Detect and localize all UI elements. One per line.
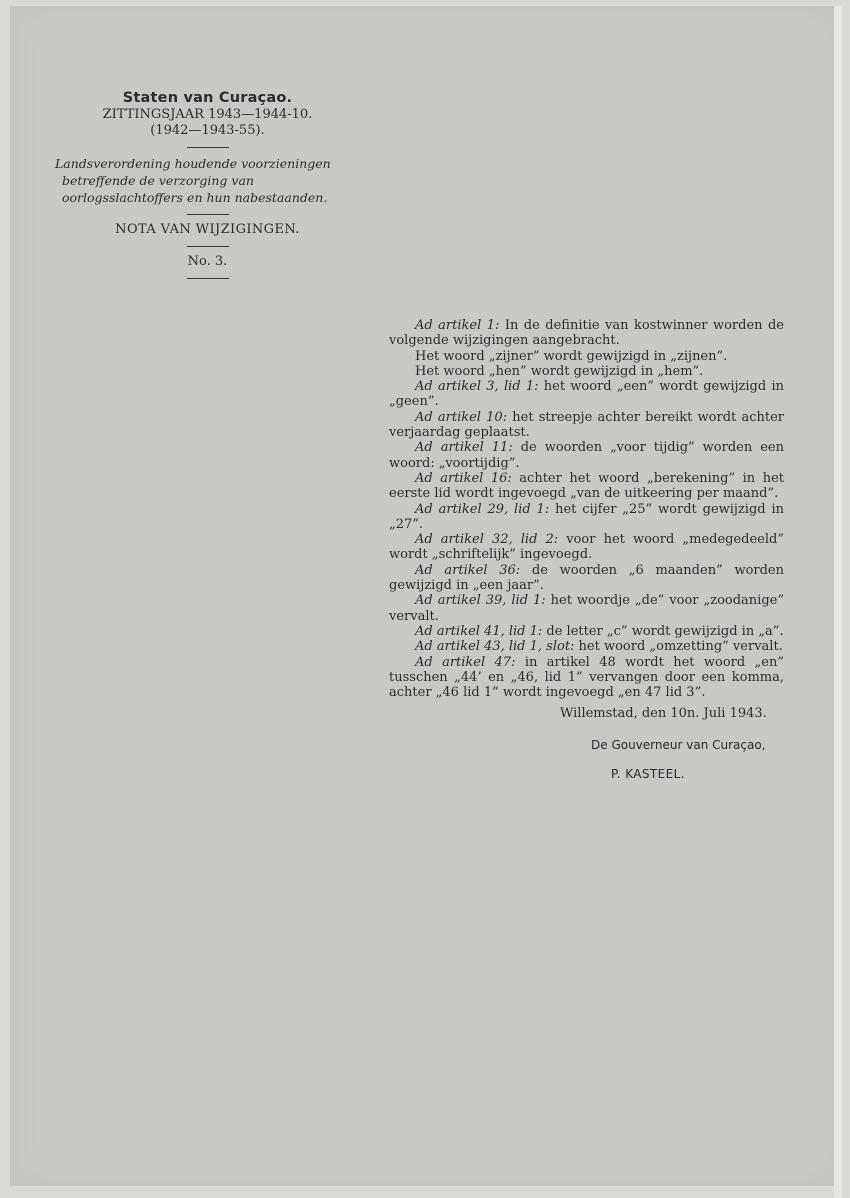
article-ref: Ad artikel 11: [415,440,513,456]
signatory-name: P. KASTEEL. [611,767,685,781]
amendment-paragraph [389,364,784,379]
article-ref: Ad artikel 29, lid 1: [415,501,550,517]
amendments-body [389,318,784,700]
assembly-name: Staten van Curaçao. [122,90,293,106]
amendment-paragraph [389,349,784,364]
divider [187,246,229,247]
page-edge [834,6,842,1198]
amendment-text: het woordje „de” voor „zoodanige” vervalt. [389,593,785,624]
amendment-text: het woord „omzetting” vervalt. [574,639,783,655]
session-year: ZITTINGSJAAR 1943—1944-10. [102,107,313,122]
amendment-text: Het woord „zijner” wordt gewijzigd in „zijnen”. [415,348,728,364]
amendment-paragraph [389,471,784,502]
divider [187,147,229,148]
amendment-text: voor het woord „medegedeeld” wordt „schriftelijk” ingevoegd. [389,532,784,563]
amendment-paragraph [389,502,784,533]
article-ref: Ad artikel 43, lid 1, slot: [415,639,575,655]
document-header [55,90,360,286]
article-ref: Ad artikel 36: [415,562,521,578]
article-ref: Ad artikel 41, lid 1: [415,623,543,639]
amendment-paragraph [389,440,784,471]
amendment-text: in artikel 48 wordt het woord „en” tusschen „44’ en „46, lid 1” vervangen door een komma, achter „46 lid 1” wordt ingevoegd „en 47 lid 3”. [389,654,784,701]
document-number: No. 3. [187,254,228,269]
amendment-paragraph [389,639,784,654]
article-ref: Ad artikel 3, lid 1: [415,379,539,395]
amendment-paragraph [389,655,784,701]
amendment-text: het streepje achter bereikt wordt achter verjaardag geplaatst. [389,409,784,441]
article-ref: Ad artikel 16: [415,470,512,486]
previous-number: (1942—1943-55). [150,123,265,138]
article-ref: Ad artikel 39, lid 1: [415,593,546,609]
article-ref: Ad artikel 1: [415,318,500,333]
governor-title: De Gouverneur van Curaçao, [591,738,766,752]
amendment-text: de woorden „voor tijdig” worden een woord: „voortijdig”. [389,440,784,471]
subject-title: Landsverordening houdende voorzieningen betreffende de verzorging van oorlogsslachtoffers en hun nabestaanden. [55,156,331,205]
amendment-paragraph [389,532,784,563]
amendment-text: Het woord „hen” wordt gewijzigd in „hem”. [415,363,704,379]
amendment-text: de letter „c” wordt gewijzigd in „a”. [542,623,784,639]
amendment-paragraph [389,379,784,410]
amendment-paragraph [389,624,784,639]
amendment-text: In de definitie van kostwinner worden de volgende wijzigingen aangebracht. [389,318,785,349]
amendment-text: het woord „een” wordt gewijzigd in „geen”. [389,379,784,410]
article-ref: Ad artikel 32, lid 2: [415,532,559,548]
nota-title: NOTA VAN WIJZIGINGEN. [115,222,300,237]
article-ref: Ad artikel 47: [415,654,516,670]
divider [187,278,229,279]
amendment-paragraph [389,410,784,441]
amendment-paragraph [389,318,784,349]
amendment-paragraph [389,593,784,624]
amendment-text: de woorden „6 maanden” worden gewijzigd in „een jaar”. [389,562,784,594]
place-and-date: Willemstad, den 10n. Juli 1943. [560,706,767,721]
article-ref: Ad artikel 10: [415,409,508,425]
amendment-paragraph [389,563,784,594]
amendment-text: het cijfer „25” wordt gewijzigd in „27”. [389,501,785,532]
divider [187,214,229,215]
amendment-text: achter het woord „berekening” in het eerste lid wordt ingevoegd „van de uitkeering per maand”. [389,470,784,502]
